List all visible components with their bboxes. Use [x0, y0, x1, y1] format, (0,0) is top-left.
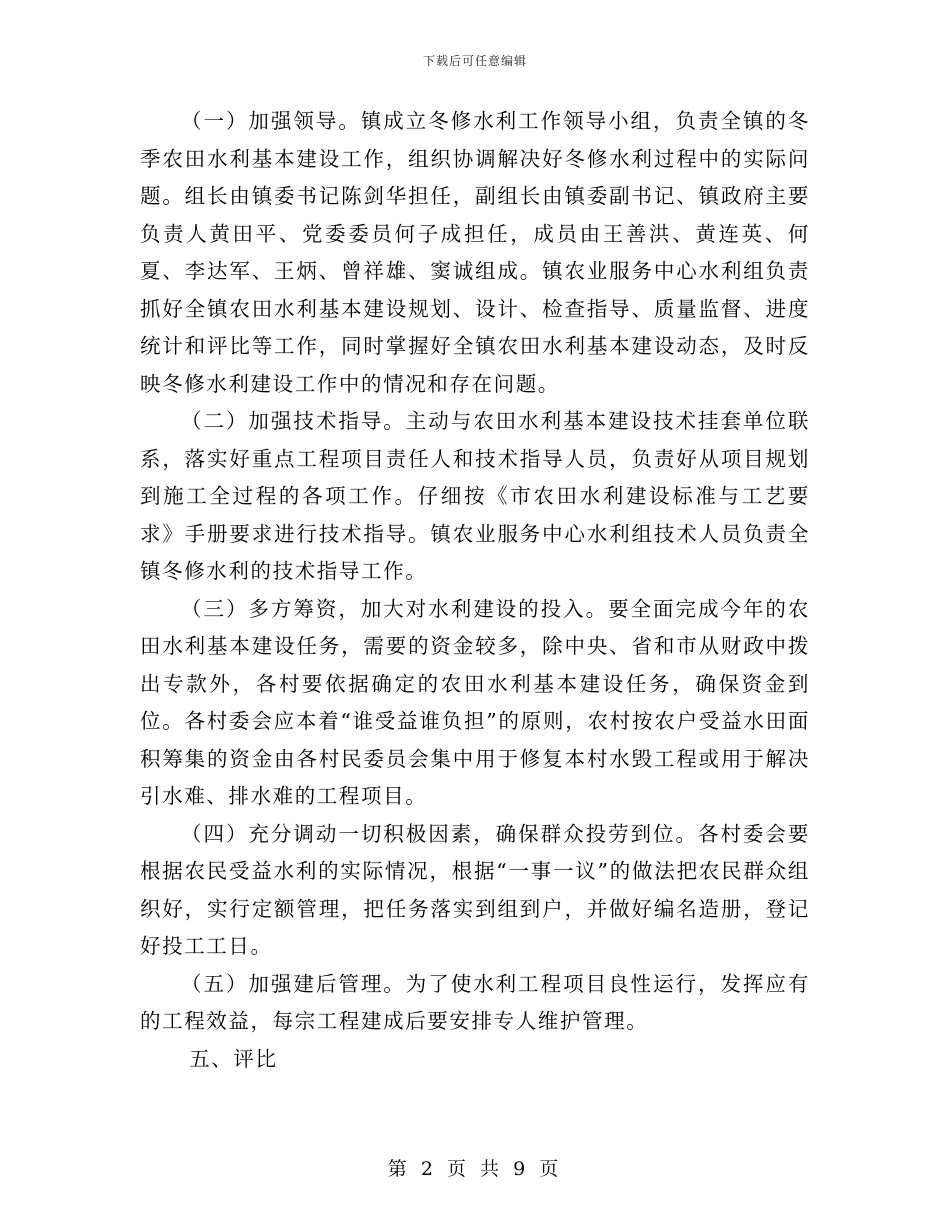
footer-suffix: 页	[539, 1158, 563, 1180]
paragraph-5: （五）加强建后管理。为了使水利工程项目良性运行，发挥应有的工程效益，每宗工程建成后要安排专人维护管理。	[140, 971, 810, 1033]
document-body	[140, 103, 810, 1078]
paragraph-4: （四）充分调动一切积极因素，确保群众投劳到位。各村委会要根据农民受益水利的实际情况，根据“一事一议”的做法把农民群众组织好，实行定额管理，把任务落实到组到户，并做好编名造册，登记好投工工日。	[140, 821, 810, 958]
section-title: 五、评比	[189, 1046, 278, 1071]
footer-middle: 页 共	[446, 1158, 504, 1180]
paragraph-1: （一）加强领导。镇成立冬修水利工作领导小组，负责全镇的冬季农田水利基本建设工作，组织协调解决好冬修水利过程中的实际问题。组长由镇委书记陈剑华担任，副组长由镇委副书记、镇政府主要负责人黄田平、党委委员何子成担任，成员由王善洪、黄连英、何夏、李达军、王炳、曾祥雄、窦诚组成。镇农业服务中心水利组负责抓好全镇农田水利基本建设规划、设计、检查指导、质量监督、进度统计和评比等工作，同时掌握好全镇农田水利基本建设动态，及时反映冬修水利建设工作中的情况和存在问题。	[140, 109, 810, 396]
footer-total-pages: 9	[513, 1158, 530, 1180]
paragraph-2: （二）加强技术指导。主动与农田水利基本建设技术挂套单位联系，落实好重点工程项目责任人和技术指导人员，负责好从项目规划到施工全过程的各项工作。仔细按《市农田水利建设标准与工艺要求》手册要求进行技术指导。镇农业服务中心水利组技术人员负责全镇冬修水利的技术指导工作。	[140, 409, 810, 583]
paragraph-3: （三）多方筹资，加大对水利建设的投入。要全面完成今年的农田水利基本建设任务，需要的资金较多，除中央、省和市从财政中拨出专款外，各村要依据确定的农田水利基本建设任务，确保资金到位。各村委会应本着“谁受益谁负担”的原则，农村按农户受益水田面积筹集的资金由各村民委员会集中用于修复本村水毁工程或用于解决引水难、排水难的工程项目。	[140, 596, 810, 808]
footer-prefix: 第	[387, 1158, 411, 1180]
footer-page-number: 2	[420, 1158, 437, 1180]
page-header: 下载后可任意编辑	[422, 54, 527, 68]
page-footer	[0, 1154, 950, 1181]
